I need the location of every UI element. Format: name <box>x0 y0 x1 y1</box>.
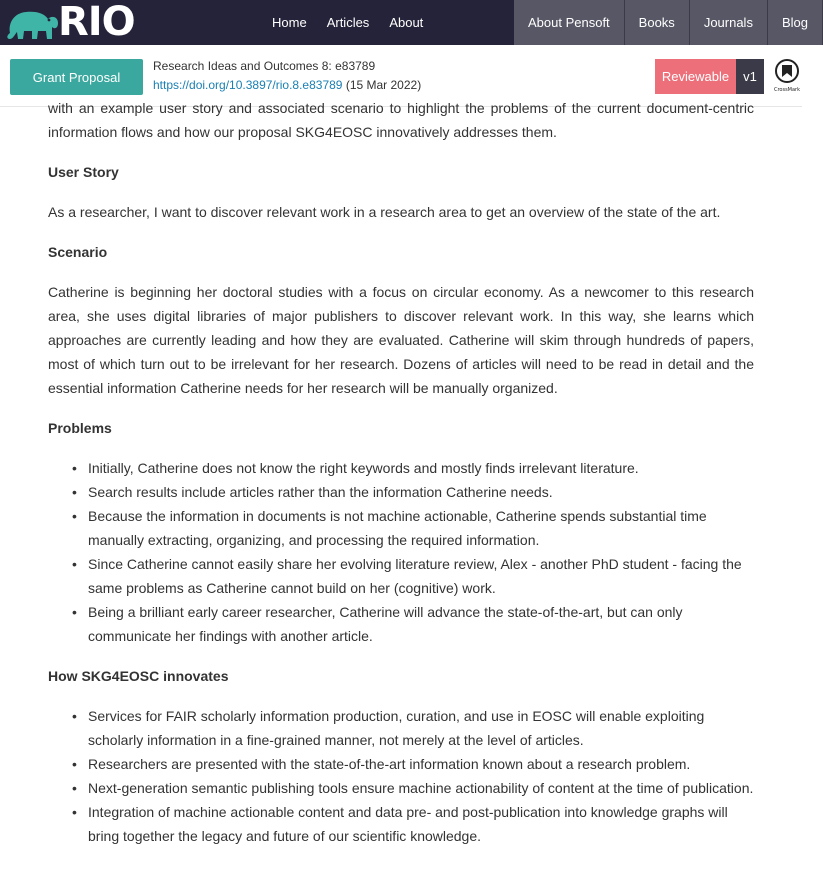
version-badge[interactable]: v1 <box>736 59 764 94</box>
nav-blog[interactable]: Blog <box>768 0 823 45</box>
doi-link[interactable]: https://doi.org/10.3897/rio.8.e83789 <box>153 78 343 92</box>
scenario-heading: Scenario <box>48 244 108 260</box>
logo-text: RIO <box>58 0 135 45</box>
innovates-heading: How SKG4EOSC innovates <box>48 668 229 684</box>
problems-heading: Problems <box>48 420 112 436</box>
grant-proposal-badge[interactable]: Grant Proposal <box>10 59 143 95</box>
nav-about[interactable]: About <box>389 15 424 30</box>
article-body <box>48 100 754 848</box>
user-story-heading: User Story <box>48 164 119 180</box>
elephant-icon <box>4 3 60 43</box>
scenario-paragraph: Catherine is beginning her doctoral studies with a focus on circular economy. As a newcomer to this research area, she uses digital libraries of major publishers to discover relevant work. In this way, she learns which approaches are currently leading and how they are evaluated. Catherine will skim through hundreds of papers, most of which turn out to be irrelevant for her research. Dozens of articles will need to be read in detail and the essential information Catherine needs for her research will be manually organized. <box>48 284 754 396</box>
crossmark-icon[interactable] <box>773 59 801 95</box>
top-navbar <box>0 0 808 45</box>
publisher-nav <box>514 0 823 45</box>
reviewable-button[interactable]: Reviewable <box>655 59 736 94</box>
nav-journals[interactable]: Journals <box>690 0 768 45</box>
list-item: • Since Catherine cannot easily share her evolving literature review, Alex - another PhD student - facing the same problems as Catherine cannot build on her (cognitive) work. <box>48 552 754 600</box>
publication-date: (15 Mar 2022) <box>342 78 422 92</box>
intro-paragraph: with an example user story and associated scenario to highlight the problems of the current document-centric information flows and how our proposal SKG4EOSC innovatively addresses them. <box>48 100 754 140</box>
main-nav <box>262 0 433 45</box>
crossmark-label: CrossMark <box>773 87 801 93</box>
nav-home[interactable]: Home <box>272 15 307 30</box>
list-item: • Being a brilliant early career researcher, Catherine will advance the state-of-the-art, but can only communicate her findings with another article. <box>48 600 754 648</box>
list-item: • Initially, Catherine does not know the right keywords and mostly finds irrelevant literature. <box>48 456 754 480</box>
nav-books[interactable]: Books <box>625 0 690 45</box>
list-item: • Integration of machine actionable content and data pre- and post-publication into knowledge graphs will bring together the legacy and future of our scientific knowledge. <box>48 800 754 848</box>
list-item: • Because the information in documents is not machine actionable, Catherine spends substantial time manually extracting, organizing, and processing the required information. <box>48 504 754 552</box>
rio-logo[interactable] <box>0 0 160 45</box>
list-item: • Next-generation semantic publishing tools ensure machine actionability of content at the time of publication. <box>48 776 754 800</box>
nav-about-pensoft[interactable]: About Pensoft <box>514 0 625 45</box>
innovations-list <box>48 704 754 848</box>
citation <box>153 57 421 95</box>
citation-journal: Research Ideas and Outcomes 8: e83789 <box>153 59 376 73</box>
list-item: • Search results include articles rather than the information Catherine needs. <box>48 480 754 504</box>
nav-articles[interactable]: Articles <box>326 15 370 30</box>
list-item: • Services for FAIR scholarly information production, curation, and use in EOSC will enable exploiting scholarly information in a fine-grained manner, not merely at the level of articles. <box>48 704 754 752</box>
citation-doi-line <box>153 76 421 95</box>
problems-list <box>48 456 754 648</box>
user-story-paragraph: As a researcher, I want to discover relevant work in a research area to get an overview of the state of the art. <box>48 204 721 220</box>
list-item: • Researchers are presented with the state-of-the-art information known about a research problem. <box>48 752 754 776</box>
